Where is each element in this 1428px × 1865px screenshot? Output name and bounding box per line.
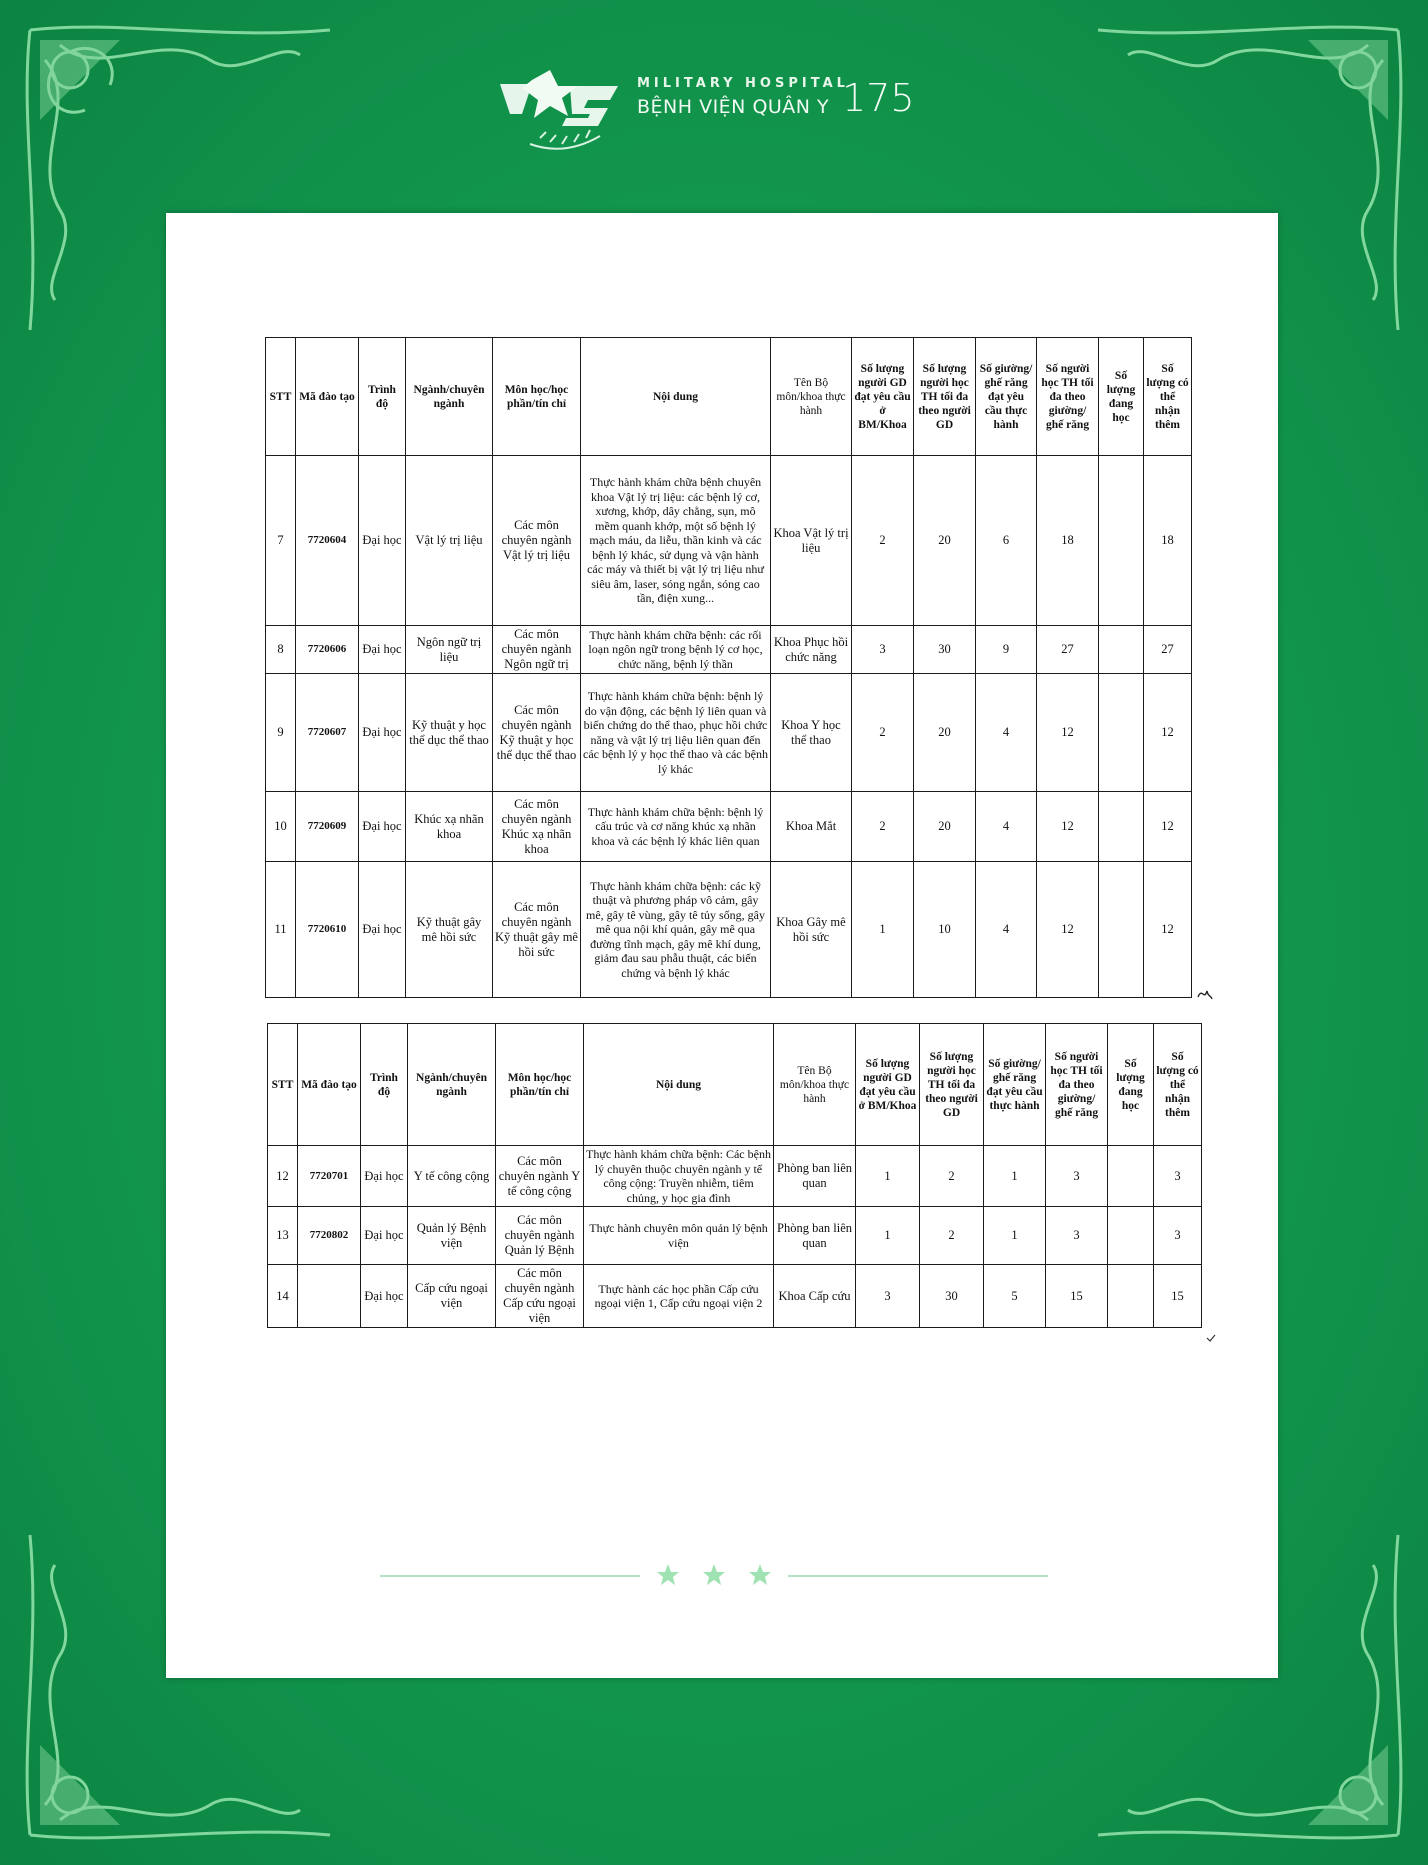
cell-max-beds: 18: [1037, 456, 1099, 626]
cell-current: [1108, 1146, 1154, 1207]
document-page: [166, 213, 1278, 1678]
cell-code: 7720606: [296, 626, 359, 674]
cell-major: Ngôn ngữ trị liệu: [406, 626, 493, 674]
cell-extra: 3: [1154, 1207, 1202, 1265]
training-table-2: [267, 1023, 1202, 1328]
cell-code: 7720609: [296, 792, 359, 862]
cell-content: Thực hành chuyên môn quản lý bệnh viện: [584, 1207, 774, 1265]
cell-stt: 13: [268, 1207, 298, 1265]
col-header: Tên Bộ môn/khoa thực hành: [771, 338, 852, 456]
cell-content: Thực hành khám chữa bệnh: Các bệnh lý chuyên thuộc chuyên ngành y tế công cộng: Truyền nhiễm, tiêm chủng, y học gia đình: [584, 1146, 774, 1207]
cell-max-beds: 27: [1037, 626, 1099, 674]
cell-level: Đại học: [359, 862, 406, 998]
table-row: [268, 1265, 1202, 1328]
cell-subject: Các môn chuyên ngành Y tế công cộng: [496, 1146, 584, 1207]
cell-current: [1099, 674, 1144, 792]
cell-content: Thực hành các học phần Cấp cứu ngoại viện 1, Cấp cứu ngoại viện 2: [584, 1265, 774, 1328]
cell-level: Đại học: [359, 792, 406, 862]
table-row: [266, 792, 1192, 862]
table-header-row: [266, 338, 1192, 456]
cell-extra: 15: [1154, 1265, 1202, 1328]
col-header: Nội dung: [584, 1024, 774, 1146]
table-row: [266, 626, 1192, 674]
cell-stt: 11: [266, 862, 296, 998]
logo-subtitle: MILITARY HOSPITAL: [637, 76, 849, 91]
cell-current: [1099, 626, 1144, 674]
col-header: Ngành/chuyên ngành: [406, 338, 493, 456]
cell-major: Vật lý trị liệu: [406, 456, 493, 626]
tick-mark-icon: [1206, 1333, 1216, 1343]
logo-number: 175: [842, 76, 915, 120]
col-header: Mã đào tạo: [298, 1024, 361, 1146]
col-header: Số lượng người học TH tối đa theo người GD: [920, 1024, 984, 1146]
cell-gd: 3: [852, 626, 914, 674]
signature-mark-icon: [1196, 983, 1214, 1003]
cell-subject: Các môn chuyên ngành Kỹ thuật gây mê hồi sức: [493, 862, 581, 998]
cell-current: [1108, 1207, 1154, 1265]
cell-level: Đại học: [359, 626, 406, 674]
cell-level: Đại học: [361, 1207, 408, 1265]
col-header: Số lượng có thể nhận thêm: [1144, 338, 1192, 456]
col-header: Số giường/ ghế răng đạt yêu cầu thực hành: [976, 338, 1037, 456]
cell-extra: 12: [1144, 792, 1192, 862]
cell-content: Thực hành khám chữa bệnh: bệnh lý cấu trúc và cơ năng khúc xạ nhãn khoa và các bệnh lý khác liên quan: [581, 792, 771, 862]
table-header-row: [268, 1024, 1202, 1146]
cell-current: [1108, 1265, 1154, 1328]
cell-beds: 4: [976, 862, 1037, 998]
cell-stt: 14: [268, 1265, 298, 1328]
cell-major: Cấp cứu ngoại viện: [408, 1265, 496, 1328]
cell-major: Kỹ thuật gây mê hồi sức: [406, 862, 493, 998]
cell-gd: 2: [852, 674, 914, 792]
cell-max-gd: 20: [914, 674, 976, 792]
cell-beds: 4: [976, 792, 1037, 862]
cell-stt: 10: [266, 792, 296, 862]
col-header: Số lượng có thể nhận thêm: [1154, 1024, 1202, 1146]
cell-content: Thực hành khám chữa bệnh: các kỹ thuật và phương pháp vô cảm, gây mê, gây tê vùng, gây tê tủy sống, gây mê qua nội khí quản, gây mê qua đường tĩnh mạch, gây mê khí dung, giảm đau sau phẫu thuật, các biến chứng và bệnh lý khác: [581, 862, 771, 998]
cell-gd: 3: [856, 1265, 920, 1328]
cell-max-gd: 20: [914, 456, 976, 626]
col-header: Số lượng người GD đạt yêu cầu ở BM/Khoa: [856, 1024, 920, 1146]
cell-subject: Các môn chuyên ngành Vật lý trị liệu: [493, 456, 581, 626]
cell-code: 7720607: [296, 674, 359, 792]
cell-level: Đại học: [361, 1265, 408, 1328]
cell-max-gd: 2: [920, 1146, 984, 1207]
cell-max-beds: 12: [1037, 862, 1099, 998]
cell-stt: 8: [266, 626, 296, 674]
cell-stt: 12: [268, 1146, 298, 1207]
col-header: Nội dung: [581, 338, 771, 456]
hospital-logo: [492, 66, 915, 166]
table-row: [268, 1146, 1202, 1207]
cell-code: 7720604: [296, 456, 359, 626]
col-header: Số lượng người học TH tối đa theo người GD: [914, 338, 976, 456]
col-header: Tên Bộ môn/khoa thực hành: [774, 1024, 856, 1146]
divider-line: [380, 1575, 640, 1577]
cell-level: Đại học: [361, 1146, 408, 1207]
cell-gd: 1: [856, 1207, 920, 1265]
logo-title: BỆNH VIỆN QUÂN Y: [637, 96, 830, 118]
col-header: Trình độ: [359, 338, 406, 456]
cell-beds: 9: [976, 626, 1037, 674]
col-header: Số lượng người GD đạt yêu cầu ở BM/Khoa: [852, 338, 914, 456]
cell-max-gd: 10: [914, 862, 976, 998]
cell-content: Thực hành khám chữa bệnh chuyên khoa Vật lý trị liệu: các bệnh lý cơ, xương, khớp, dây chằng, sụn, mô mềm quanh khớp, một số bệnh lý mạch máu, da liễu, thần kinh và các bệnh lý khác, sử dụng và vận hành các máy và thiết bị vật lý trị liệu như siêu âm, laser, sóng ngắn, sóng cao tần, điện xung...: [581, 456, 771, 626]
cell-subject: Các môn chuyên ngành Kỹ thuật y học thể dục thể thao: [493, 674, 581, 792]
cell-subject: Các môn chuyên ngành Cấp cứu ngoại viện: [496, 1265, 584, 1328]
cell-code: 7720802: [298, 1207, 361, 1265]
stars-icon: [655, 1562, 773, 1588]
cell-level: Đại học: [359, 674, 406, 792]
col-header: Số người học TH tối đa theo giường/ ghế răng: [1046, 1024, 1108, 1146]
cell-max-gd: 30: [920, 1265, 984, 1328]
cell-major: Kỹ thuật y học thể dục thể thao: [406, 674, 493, 792]
col-header: Số người học TH tối đa theo giường/ ghế răng: [1037, 338, 1099, 456]
cell-max-gd: 20: [914, 792, 976, 862]
cell-dept: Phòng ban liên quan: [774, 1207, 856, 1265]
cell-extra: 27: [1144, 626, 1192, 674]
table-row: [266, 456, 1192, 626]
cell-max-beds: 3: [1046, 1146, 1108, 1207]
cell-major: Khúc xạ nhãn khoa: [406, 792, 493, 862]
cell-code: 7720610: [296, 862, 359, 998]
cell-max-beds: 15: [1046, 1265, 1108, 1328]
cell-beds: 5: [984, 1265, 1046, 1328]
cell-dept: Khoa Y học thể thao: [771, 674, 852, 792]
col-header: STT: [266, 338, 296, 456]
col-header: Trình độ: [361, 1024, 408, 1146]
cell-gd: 1: [852, 862, 914, 998]
training-table-1: [265, 337, 1192, 998]
cell-current: [1099, 456, 1144, 626]
cell-dept: Khoa Cấp cứu: [774, 1265, 856, 1328]
cell-max-gd: 2: [920, 1207, 984, 1265]
cell-dept: Khoa Gây mê hồi sức: [771, 862, 852, 998]
cell-extra: 18: [1144, 456, 1192, 626]
table-row: [268, 1207, 1202, 1265]
table-row: [266, 674, 1192, 792]
cell-current: [1099, 792, 1144, 862]
cell-gd: 1: [856, 1146, 920, 1207]
cell-beds: 6: [976, 456, 1037, 626]
cell-extra: 12: [1144, 674, 1192, 792]
col-header: Số giường/ ghế răng đạt yêu cầu thực hành: [984, 1024, 1046, 1146]
cell-max-gd: 30: [914, 626, 976, 674]
cell-code: 7720701: [298, 1146, 361, 1207]
cell-content: Thực hành khám chữa bệnh: các rối loạn ngôn ngữ trong bệnh lý cơ học, chức năng, bệnh lý thần: [581, 626, 771, 674]
col-header: Môn học/học phần/tín chỉ: [493, 338, 581, 456]
cell-subject: Các môn chuyên ngành Quản lý Bệnh: [496, 1207, 584, 1265]
cell-content: Thực hành khám chữa bệnh: bệnh lý do vận động, các bệnh lý liên quan và biến chứng do thể thao, phục hồi chức năng và vật lý trị liệu liên quan đến các bệnh lý y học thể thao và các bệnh lý khác: [581, 674, 771, 792]
cell-max-beds: 12: [1037, 674, 1099, 792]
col-header: STT: [268, 1024, 298, 1146]
cell-max-beds: 3: [1046, 1207, 1108, 1265]
cell-dept: Khoa Mắt: [771, 792, 852, 862]
col-header: Môn học/học phần/tín chỉ: [496, 1024, 584, 1146]
hospital-emblem-icon: [492, 66, 627, 156]
cell-stt: 7: [266, 456, 296, 626]
cell-stt: 9: [266, 674, 296, 792]
col-header: Ngành/chuyên ngành: [408, 1024, 496, 1146]
cell-subject: Các môn chuyên ngành Ngôn ngữ trị: [493, 626, 581, 674]
cell-beds: 4: [976, 674, 1037, 792]
cell-subject: Các môn chuyên ngành Khúc xạ nhãn khoa: [493, 792, 581, 862]
cell-extra: 12: [1144, 862, 1192, 998]
col-header: Số lượng đang học: [1108, 1024, 1154, 1146]
divider-line: [788, 1575, 1048, 1577]
cell-gd: 2: [852, 792, 914, 862]
cell-beds: 1: [984, 1207, 1046, 1265]
cell-dept: Khoa Vật lý trị liệu: [771, 456, 852, 626]
col-header: Số lượng đang học: [1099, 338, 1144, 456]
cell-code: [298, 1265, 361, 1328]
cell-max-beds: 12: [1037, 792, 1099, 862]
cell-dept: Phòng ban liên quan: [774, 1146, 856, 1207]
table-row: [266, 862, 1192, 998]
cell-major: Y tế công cộng: [408, 1146, 496, 1207]
cell-level: Đại học: [359, 456, 406, 626]
cell-gd: 2: [852, 456, 914, 626]
cell-beds: 1: [984, 1146, 1046, 1207]
col-header: Mã đào tạo: [296, 338, 359, 456]
cell-extra: 3: [1154, 1146, 1202, 1207]
cell-current: [1099, 862, 1144, 998]
cell-dept: Khoa Phục hồi chức năng: [771, 626, 852, 674]
cell-major: Quản lý Bệnh viện: [408, 1207, 496, 1265]
